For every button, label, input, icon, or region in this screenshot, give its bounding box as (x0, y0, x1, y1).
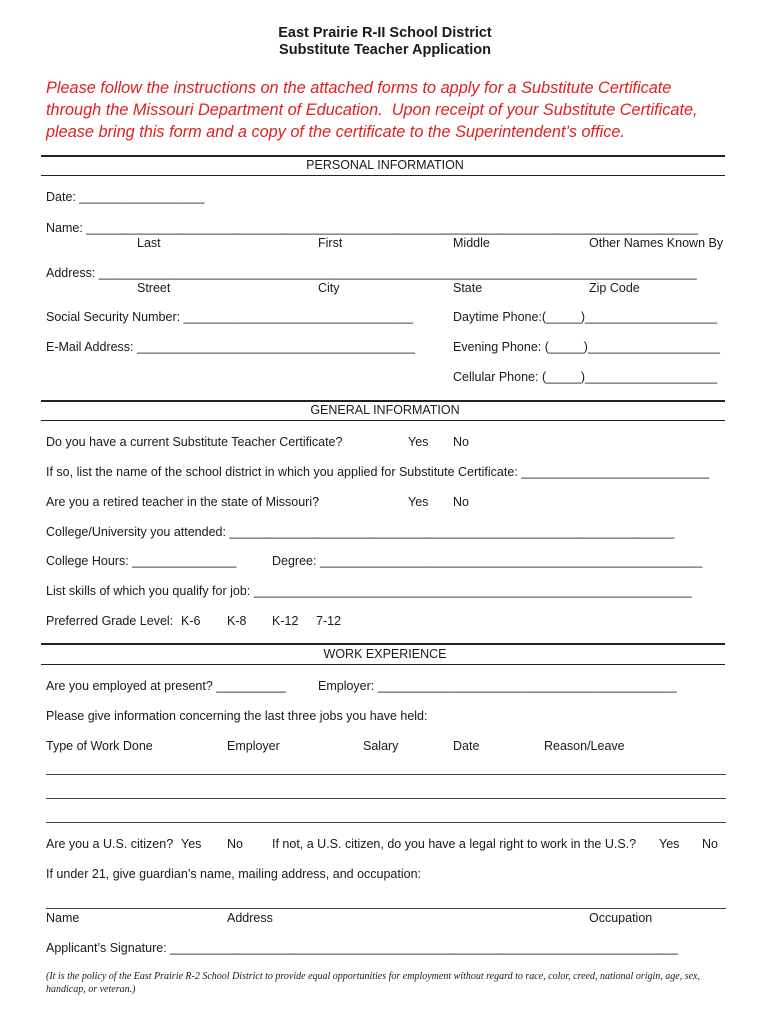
column-reason-leave: Reason/Leave (544, 739, 625, 753)
guardian-address-label: Address (227, 911, 273, 925)
retired-yes-option[interactable]: Yes (408, 495, 429, 509)
section-divider (41, 400, 725, 402)
instruction-line: please bring this form and a copy of the certificate to the Superintendent’s office. (46, 123, 625, 141)
district-applied-field[interactable]: If so, list the name of the school district in which you applied for Substitute Certificate: ___________________________ (46, 465, 709, 479)
form-title: Substitute Teacher Application (279, 42, 491, 58)
daytime-phone-field[interactable]: Daytime Phone:(_____)___________________ (453, 310, 718, 324)
guardian-question: If under 21, give guardian’s name, mailing address, and occupation: (46, 867, 422, 881)
name-middle-label: Middle (453, 236, 490, 250)
column-employer: Employer (227, 739, 280, 753)
legal-right-no-option[interactable]: No (702, 837, 718, 851)
date-field[interactable]: Date: __________________ (46, 190, 205, 204)
address-field[interactable]: Address: ______________________________________________________________________________________ (46, 266, 697, 280)
college-field[interactable]: College/University you attended: ________________________________________________________________ (46, 525, 675, 539)
legal-right-question: If not, a U.S. citizen, do you have a legal right to work in the U.S.? (272, 837, 637, 851)
personal-info-heading: PERSONAL INFORMATION (306, 158, 464, 172)
district-name: East Prairie R-II School District (278, 25, 492, 41)
retired-question: Are you a retired teacher in the state of Missouri? (46, 495, 320, 509)
degree-field[interactable]: Degree: _______________________________________________________ (272, 554, 703, 568)
name-first-label: First (318, 236, 343, 250)
retired-no-option[interactable]: No (453, 495, 469, 509)
college-hours-field[interactable]: College Hours: _______________ (46, 554, 237, 568)
ssn-field[interactable]: Social Security Number: _________________________________ (46, 310, 413, 324)
certificate-no-option[interactable]: No (453, 435, 469, 449)
instruction-line: Please follow the instructions on the attached forms to apply for a Substitute Certificate (46, 79, 672, 97)
general-info-heading: GENERAL INFORMATION (310, 403, 460, 417)
address-street-label: Street (137, 281, 171, 295)
address-city-label: City (318, 281, 340, 295)
grade-option-k12[interactable]: K-12 (272, 614, 299, 628)
name-last-label: Last (137, 236, 161, 250)
citizen-yes-option[interactable]: Yes (181, 837, 202, 851)
guardian-entry-line[interactable] (46, 897, 726, 909)
certificate-question: Do you have a current Substitute Teacher Certificate? (46, 435, 343, 449)
section-underline (41, 420, 725, 421)
employer-field[interactable]: Employer: ___________________________________________ (318, 679, 677, 693)
employed-field[interactable]: Are you employed at present? __________ (46, 679, 286, 693)
column-salary: Salary (363, 739, 399, 753)
skills-field[interactable]: List skills of which you qualify for job: _______________________________________________________________ (46, 584, 692, 598)
job-entry-line[interactable] (46, 787, 726, 799)
section-underline (41, 175, 725, 176)
equal-opportunity-notice: (It is the policy of the East Prairie R-2 School District to provide equal opportunities for employment without regard to race, color, creed, national origin, age, sex, handicap, or veteran.) (46, 971, 700, 995)
section-divider (41, 643, 725, 645)
grade-level-label: Preferred Grade Level: (46, 614, 174, 628)
instruction-line: through the Missouri Department of Education. Upon receipt of your Substitute Certificate, (46, 101, 698, 119)
guardian-occupation-label: Occupation (589, 911, 653, 925)
work-experience-heading: WORK EXPERIENCE (323, 647, 447, 661)
guardian-name-label: Name (46, 911, 80, 925)
citizen-question: Are you a U.S. citizen? (46, 837, 174, 851)
jobs-prompt: Please give information concerning the last three jobs you have held: (46, 709, 428, 723)
address-zip-label: Zip Code (589, 281, 640, 295)
signature-field[interactable]: Applicant’s Signature: _________________________________________________________________________ (46, 941, 678, 955)
section-divider (41, 155, 725, 157)
instructions (46, 77, 736, 143)
grade-option-k6[interactable]: K-6 (181, 614, 201, 628)
grade-option-k8[interactable]: K-8 (227, 614, 247, 628)
job-entry-line[interactable] (46, 763, 726, 775)
address-state-label: State (453, 281, 483, 295)
column-type-of-work: Type of Work Done (46, 739, 153, 753)
column-date: Date (453, 739, 480, 753)
section-underline (41, 664, 725, 665)
cellular-phone-field[interactable]: Cellular Phone: (_____)___________________ (453, 370, 718, 384)
name-field[interactable]: Name: ________________________________________________________________________________________ (46, 221, 699, 235)
email-field[interactable]: E-Mail Address: ________________________________________ (46, 340, 416, 354)
citizen-no-option[interactable]: No (227, 837, 243, 851)
name-other-label: Other Names Known By (589, 236, 724, 250)
grade-option-7-12[interactable]: 7-12 (316, 614, 342, 628)
evening-phone-field[interactable]: Evening Phone: (_____)___________________ (453, 340, 720, 354)
legal-right-yes-option[interactable]: Yes (659, 837, 680, 851)
job-entry-line[interactable] (46, 811, 726, 823)
certificate-yes-option[interactable]: Yes (408, 435, 429, 449)
